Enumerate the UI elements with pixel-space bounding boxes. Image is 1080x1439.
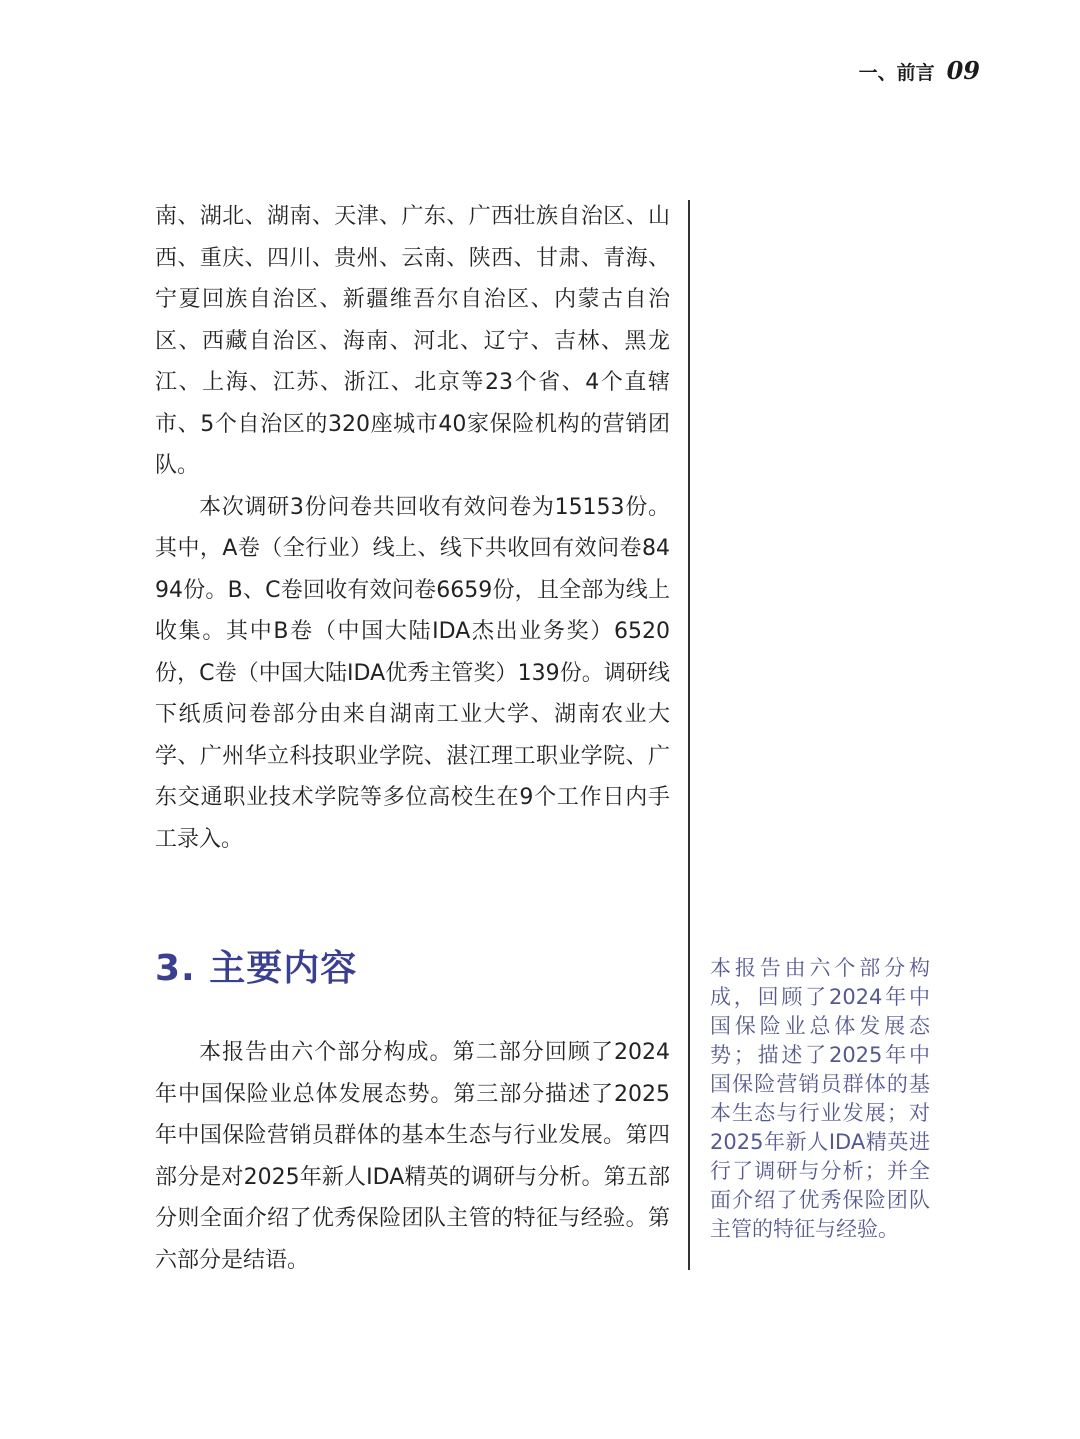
paragraph-survey: 本次调研3份问卷共回收有效问卷为15153份。其中，A卷（全行业）线上、线下共收回有效问卷8494份。B、C卷回收有效问卷6659份，且全部为线上收集。其中B卷（中国大陆IDA杰出业务奖）6520份，C卷（中国大陆IDA优秀主管奖）139份。调研线下纸质问卷部分由来自湖南工业大学、湖南农业大学、广州华立科技职业学院、湛江理工职业学院、广东交通职业技术学院等多位高校生在9个工作日内手工录入。: [155, 494, 670, 852]
section-heading: 3. 主要内容: [155, 948, 358, 989]
page-number: 09: [946, 56, 980, 85]
sidebar-pull-quote: 本报告由六个部分构成，回顾了2024年中国保险业总体发展态势；描述了2025年中国保险营销员群体的基本生态与行业发展；对2025年新人IDA精英进行了调研与分析；并全面介绍了优秀保险团队主管的特征与经验。: [710, 956, 930, 1241]
paragraph-main-content: 本报告由六个部分构成。第二部分回顾了2024年中国保险业总体发展态势。第三部分描述了2025年中国保险营销员群体的基本生态与行业发展。第四部分是对2025年新人IDA精英的调研与分析。第五部分则全面介绍了优秀保险团队主管的特征与经验。第六部分是结语。: [155, 1040, 670, 1273]
header-section-name: 一、前言: [858, 62, 935, 84]
column-divider: [688, 200, 690, 1270]
running-header: [859, 56, 980, 85]
section-text-column: [155, 1032, 670, 1281]
paragraph-regions: 南、湖北、湖南、天津、广东、广西壮族自治区、山西、重庆、四川、贵州、云南、陕西、甘肃、青海、宁夏回族自治区、新疆维吾尔自治区、内蒙古自治区、西藏自治区、海南、河北、辽宁、吉林、黑龙江、上海、江苏、浙江、北京等23个省、4个直辖市、5个自治区的320座城市40家保险机构的营销团队。: [155, 204, 670, 478]
main-text-column: [155, 196, 670, 860]
